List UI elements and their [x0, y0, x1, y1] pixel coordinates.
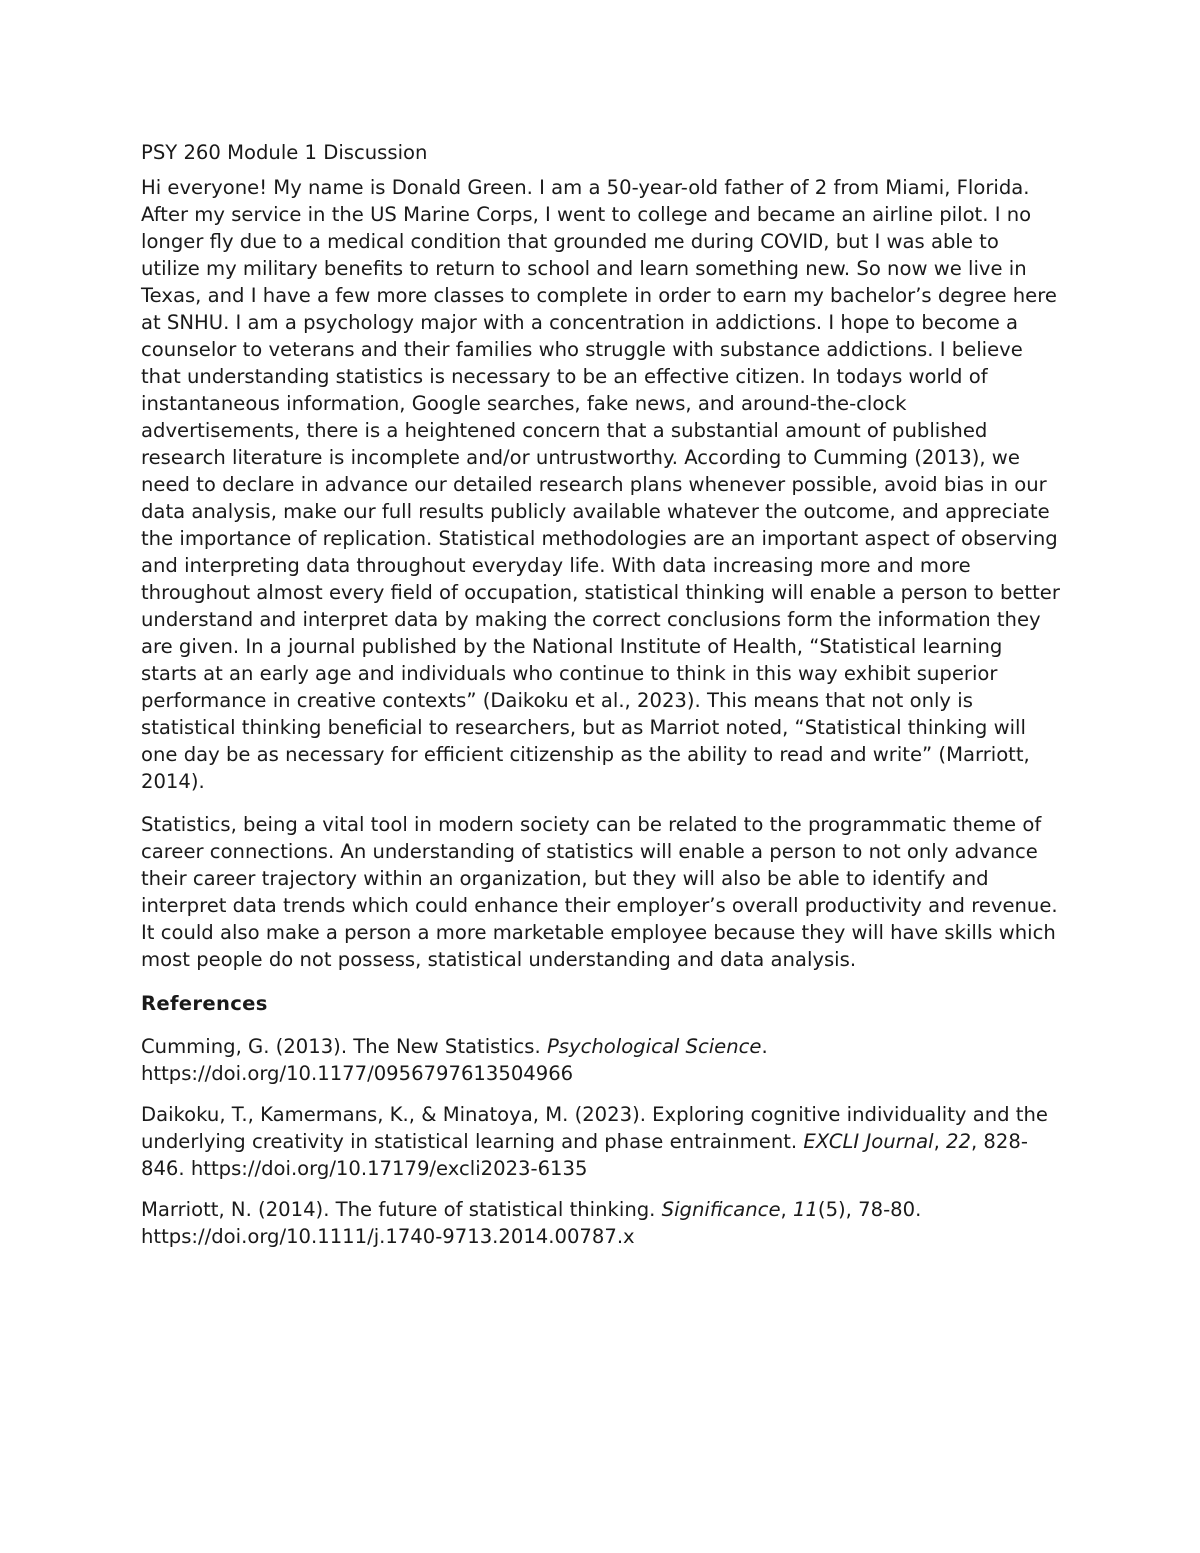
reference-text: Daikoku, T., Kamermans, K., & Minatoya, M. (2023). Exploring cognitive individuality and the underlying creativity in statistical learning and phase entrainment.	[141, 1103, 1048, 1153]
document-page	[141, 138, 1061, 1264]
body-paragraph-2: Statistics, being a vital tool in modern society can be related to the programmatic theme of career connections. An understanding of statistics will enable a person to not only advance their career trajectory within an organization, but they will also be able to identify and interpret data trends which could enhance their employer’s overall productivity and revenue. It could also make a person a more marketable employee because they will have skills which most people do not possess, statistical understanding and data analysis.	[141, 813, 1058, 971]
reference-separator: ,	[933, 1130, 947, 1153]
reference-volume: 22	[946, 1130, 971, 1153]
reference-text-end: (5), 78-80.	[817, 1198, 922, 1221]
references-heading: References	[141, 992, 268, 1015]
document-title: PSY 260 Module 1 Discussion	[141, 141, 428, 164]
reference-marriott	[141, 1196, 1061, 1250]
reference-text-end: , 828-846. https://doi.org/10.17179/excli2023-6135	[141, 1130, 1028, 1180]
reference-daikoku	[141, 1101, 1061, 1182]
reference-volume: 11	[792, 1198, 818, 1221]
reference-text: Marriott, N. (2014). The future of statistical thinking.	[141, 1198, 662, 1221]
reference-separator: ,	[780, 1198, 793, 1221]
reference-journal: EXCLI Journal	[803, 1130, 934, 1153]
reference-journal: Significance	[661, 1198, 781, 1221]
reference-doi-link[interactable]: https://doi.org/10.1177/0956797613504966	[141, 1062, 574, 1085]
reference-text-end: .	[761, 1035, 768, 1058]
reference-doi-link[interactable]: https://doi.org/10.1111/j.1740-9713.2014.00787.x	[141, 1225, 635, 1248]
reference-cumming	[141, 1033, 1061, 1087]
body-paragraph-1: Hi everyone! My name is Donald Green. I am a 50-year-old father of 2 from Miami, Florida. After my service in the US Marine Corps, I went to college and became an airline pilot. I no longer fly due to a medical condition that grounded me during COVID, but I was able to utilize my military benefits to return to school and learn something new. So now we live in Texas, and I have a few more classes to complete in order to earn my bachelor’s degree here at SNHU. I am a psychology major with a concentration in addictions. I hope to become a counselor to veterans and their families who struggle with substance addictions. I believe that understanding statistics is necessary to be an effective citizen. In todays world of instantaneous information, Google searches, fake news, and around-the-clock advertisements, there is a heightened concern that a substantial amount of published research literature is incomplete and/or untrustworthy. According to Cumming (2013), we need to declare in advance our detailed research plans whenever possible, avoid bias in our data analysis, make our full results publicly available whatever the outcome, and appreciate the importance of replication. Statistical methodologies are an important aspect of observing and interpreting data throughout everyday life. With data increasing more and more throughout almost every field of occupation, statistical thinking will enable a person to better understand and interpret data by making the correct conclusions form the information they are given. In a journal published by the National Institute of Health, “Statistical learning starts at an early age and individuals who continue to think in this way exhibit superior performance in creative contexts” (Daikoku et al., 2023). This means that not only is statistical thinking beneficial to researchers, but as Marriot noted, “Statistical thinking will one day be as necessary for efficient citizenship as the ability to read and write” (Marriott, 2014).	[141, 176, 1060, 793]
reference-journal: Psychological Science	[546, 1035, 762, 1058]
reference-text: Cumming, G. (2013). The New Statistics.	[141, 1035, 547, 1058]
